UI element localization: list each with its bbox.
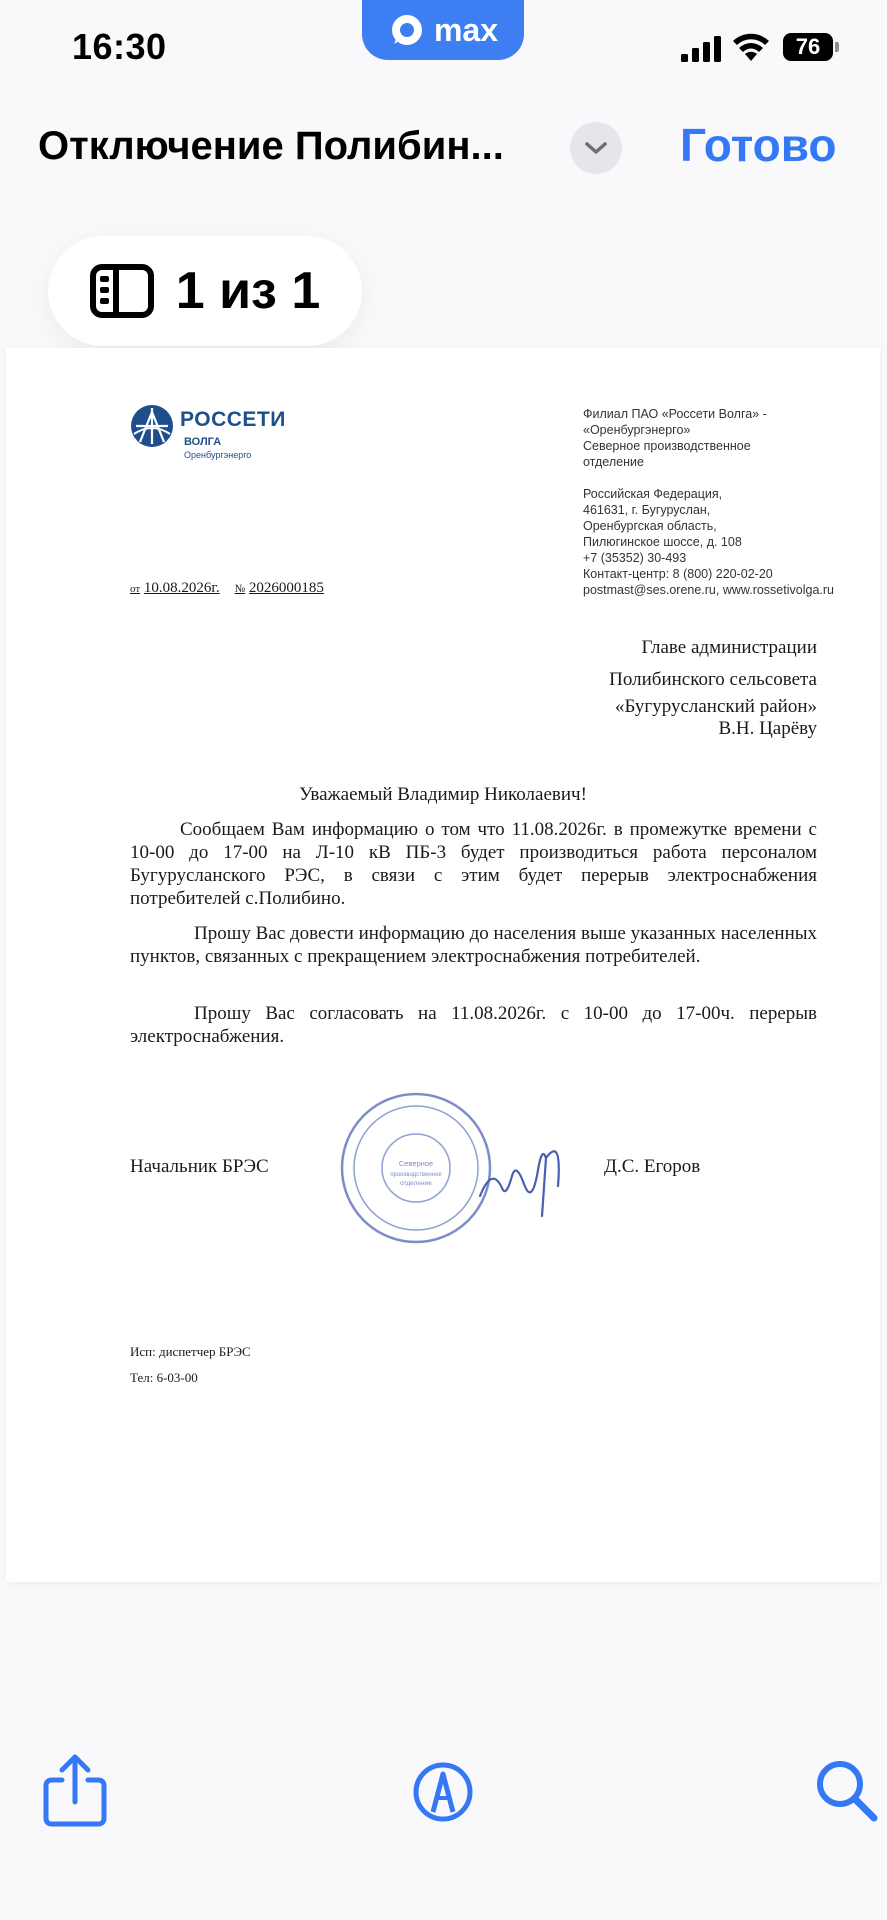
battery-tip bbox=[835, 42, 839, 52]
handwritten-signature bbox=[472, 1126, 572, 1226]
executor-note: Исп: диспетчер БРЭС bbox=[130, 1344, 251, 1359]
search-icon[interactable] bbox=[810, 1752, 880, 1828]
signer-name: Д.С. Егоров bbox=[604, 1156, 701, 1177]
status-bar bbox=[0, 0, 887, 100]
wifi-icon bbox=[733, 32, 769, 62]
logo-region: Оренбургэнерго bbox=[184, 450, 252, 460]
paragraph-3 bbox=[130, 1002, 817, 1048]
branch-line: отделение bbox=[583, 455, 644, 469]
logo-subtitle: ВОЛГА bbox=[184, 436, 222, 448]
sidebar-toggle-icon bbox=[90, 264, 154, 318]
paragraph-1 bbox=[130, 818, 817, 910]
date-prefix: от bbox=[130, 583, 141, 595]
addressee-line: Полибинского сельсовета bbox=[609, 669, 817, 690]
markup-icon[interactable] bbox=[408, 1752, 478, 1828]
battery-level: 76 bbox=[795, 34, 821, 59]
navigation-bar bbox=[0, 110, 887, 180]
chevron-down-icon bbox=[584, 140, 608, 156]
document-title[interactable]: Отключение Полибин... bbox=[38, 124, 504, 168]
page-counter-label: 1 из 1 bbox=[175, 262, 321, 320]
signer-title: Начальник БРЭС bbox=[130, 1156, 269, 1177]
addressee-line: «Бугурусланский район» bbox=[614, 696, 817, 717]
branch-line: «Оренбургэнерго» bbox=[583, 423, 691, 437]
address-line: Оренбургская область, bbox=[583, 519, 717, 533]
letter-date-number bbox=[130, 580, 324, 597]
done-button[interactable]: Готово bbox=[680, 119, 837, 171]
svg-text:отделение: отделение bbox=[400, 1180, 432, 1187]
document-page[interactable] bbox=[6, 348, 880, 1582]
sender-details bbox=[583, 406, 834, 598]
addressee bbox=[609, 632, 817, 740]
addressee-line: В.Н. Царёву bbox=[718, 718, 817, 739]
max-logo-icon bbox=[388, 11, 426, 49]
paragraph-2-text: Прошу Вас довести информацию до населения выше указанных населенных пунктов, связанных с прекращением электроснабжения потребителей. bbox=[130, 923, 817, 967]
logo-title: РОССЕТИ bbox=[180, 408, 286, 431]
address-line: Российская Федерация, bbox=[583, 487, 723, 501]
status-time: 16:30 bbox=[72, 26, 167, 67]
address-line: Пилюгинское шоссе, д. 108 bbox=[583, 535, 742, 549]
address-line: postmast@ses.orene.ru, www.rossetivolga.ru bbox=[583, 583, 834, 597]
share-icon[interactable] bbox=[40, 1752, 110, 1828]
title-menu-button[interactable] bbox=[570, 122, 622, 174]
salutation: Уважаемый Владимир Николаевич! bbox=[299, 784, 587, 805]
branch-line: Филиал ПАО «Россети Волга» - bbox=[583, 407, 767, 421]
cellular-signal-icon bbox=[681, 36, 723, 62]
address-line: Контакт-центр: 8 (800) 220-02-20 bbox=[583, 567, 773, 581]
number-prefix: № bbox=[234, 583, 246, 595]
paragraph-2 bbox=[130, 922, 817, 968]
phone-note: Тел: 6-03-00 bbox=[130, 1370, 198, 1385]
max-app-badge[interactable] bbox=[362, 0, 524, 60]
address-line: +7 (35352) 30-493 bbox=[583, 551, 687, 565]
branch-line: Северное производственное bbox=[583, 439, 751, 453]
bottom-toolbar bbox=[0, 1740, 887, 1860]
battery-indicator bbox=[783, 33, 839, 61]
svg-text:Северное: Северное bbox=[398, 1159, 434, 1168]
address-line: 461631, г. Бугуруслан, bbox=[583, 503, 711, 517]
paragraph-3-text: Прошу Вас согласовать на 11.08.2026г. с 10-00 до 17-00ч. перерыв электроснабжения. bbox=[130, 1003, 817, 1047]
paragraph-1-text: Сообщаем Вам информацию о том что 11.08.2026г. в промежутке времени с 10-00 до 17-00 на Л-10 кВ ПБ-3 будет производиться работа персоналом Бугурусланского РЭС, в связи с этим будет перерыв электроснабжения потребителей с.Полибино. bbox=[130, 819, 817, 909]
rosseti-logo-icon bbox=[130, 404, 174, 448]
addressee-line: Главе администрации bbox=[641, 637, 817, 658]
letter-date: 10.08.2026г. bbox=[143, 580, 220, 596]
letter-number: 2026000185 bbox=[248, 580, 324, 596]
svg-text:производственное: производственное bbox=[390, 1172, 442, 1178]
page-counter[interactable] bbox=[48, 236, 362, 346]
max-badge-label: max bbox=[433, 11, 499, 48]
